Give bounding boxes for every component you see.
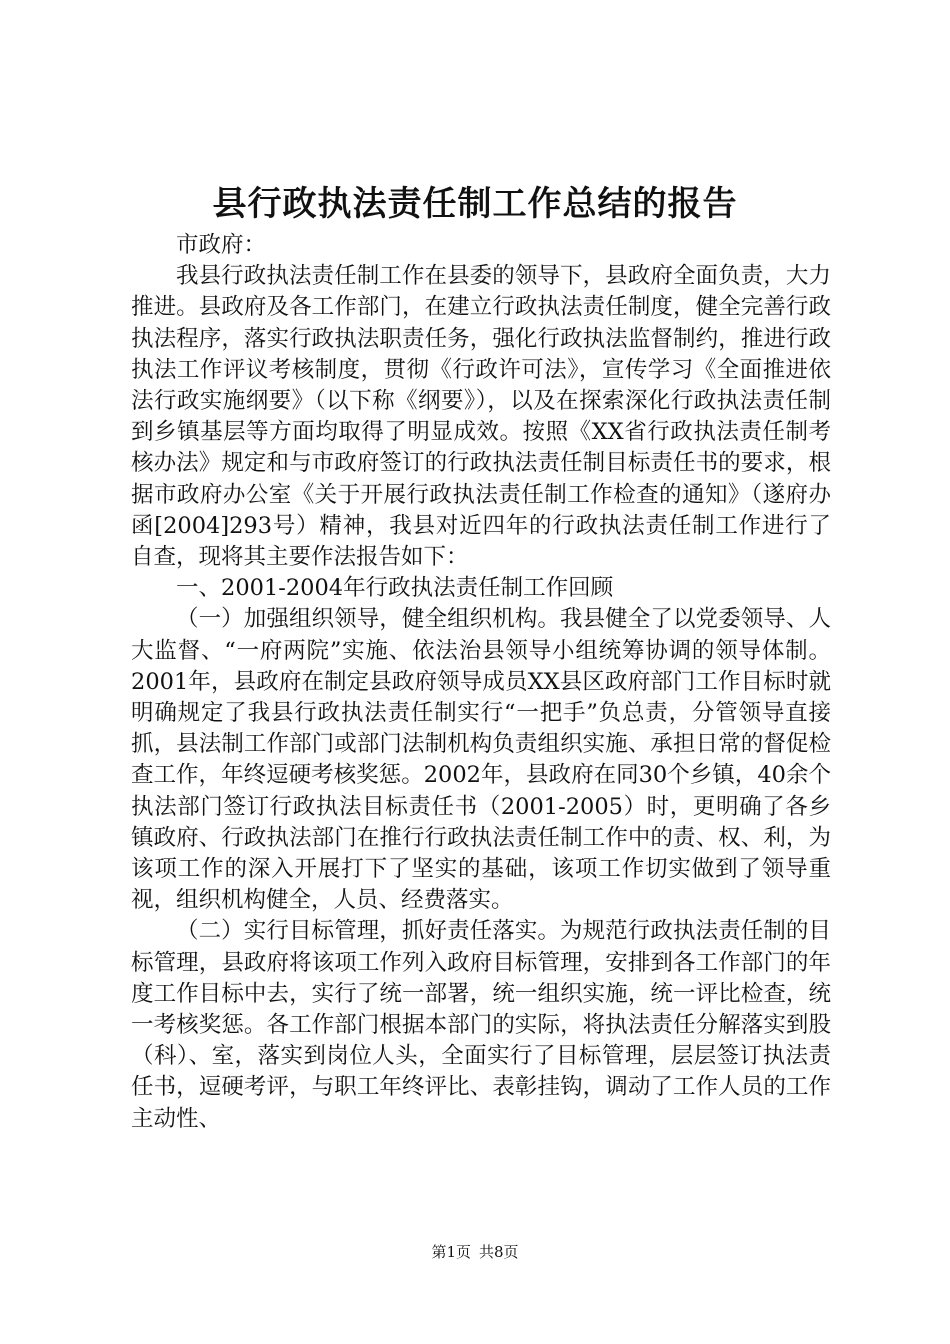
- section-heading: 一、2001-2004年行政执法责任制工作回顾: [176, 575, 614, 602]
- body-paragraph: （一）加强组织领导，健全组织机构。我县健全了以党委领导、人大监督、“一府两院”实施、依法治县领导小组统筹协调的领导体制。2001年，县政府在制定县政府领导成员XX县区政府部门工作目标时就明确规定了我县行政执法责任制实行“一把手”负总责，分管领导直接抓，县法制工作部门或部门法制机构负责组织实施、承担日常的督促检查工作，年终逗硬考核奖惩。2002年，县政府在同30个乡镇，40余个执法部门签订行政执法目标责任书（2001-2005）时，更明确了各乡镇政府、行政执法部门在推行行政执法责任制工作中的责、权、利，为该项工作的深入开展打下了坚实的基础，该项工作切实做到了领导重视，组织机构健全，人员、经费落实。: [131, 606, 831, 914]
- intro-paragraph: 我县行政执法责任制工作在县委的领导下，县政府全面负责，大力推进。县政府及各工作部门，在建立行政执法责任制度，健全完善行政执法程序，落实行政执法职责任务，强化行政执法监督制约，推进行政执法工作评议考核制度，贯彻《行政许可法》，宣传学习《全面推进依法行政实施纲要》（以下称《纲要》），以及在探索深化行政执法责任制到乡镇基层等方面均取得了明显成效。按照《XX省行政执法责任制考核办法》规定和与市政府签订的行政执法责任制目标责任书的要求，根据市政府办公室《关于开展行政执法责任制工作检查的通知》（遂府办函[2004]293号）精神，我县对近四年的行政执法责任制工作进行了自查，现将其主要作法报告如下：: [131, 263, 831, 571]
- document-body: [131, 230, 831, 1135]
- body-paragraph: （二）实行目标管理，抓好责任落实。为规范行政执法责任制的目标管理，县政府将该项工作列入政府目标管理，安排到各工作部门的年度工作目标中去，实行了统一部署，统一组织实施，统一评比检查，统一考核奖惩。各工作部门根据本部门的实际，将执法责任分解落实到股（科）、室，落实到岗位人头，全面实行了目标管理，层层签订执法责任书，逗硬考评，与职工年终评比、表彰挂钩，调动了工作人员的工作主动性、: [131, 918, 831, 1132]
- page-number: 第1页: [431, 1243, 471, 1261]
- page-footer: [0, 1241, 950, 1263]
- page-total: 共8页: [479, 1243, 519, 1261]
- salutation: 市政府：: [176, 232, 267, 258]
- document-title: 县行政执法责任制工作总结的报告: [212, 184, 738, 224]
